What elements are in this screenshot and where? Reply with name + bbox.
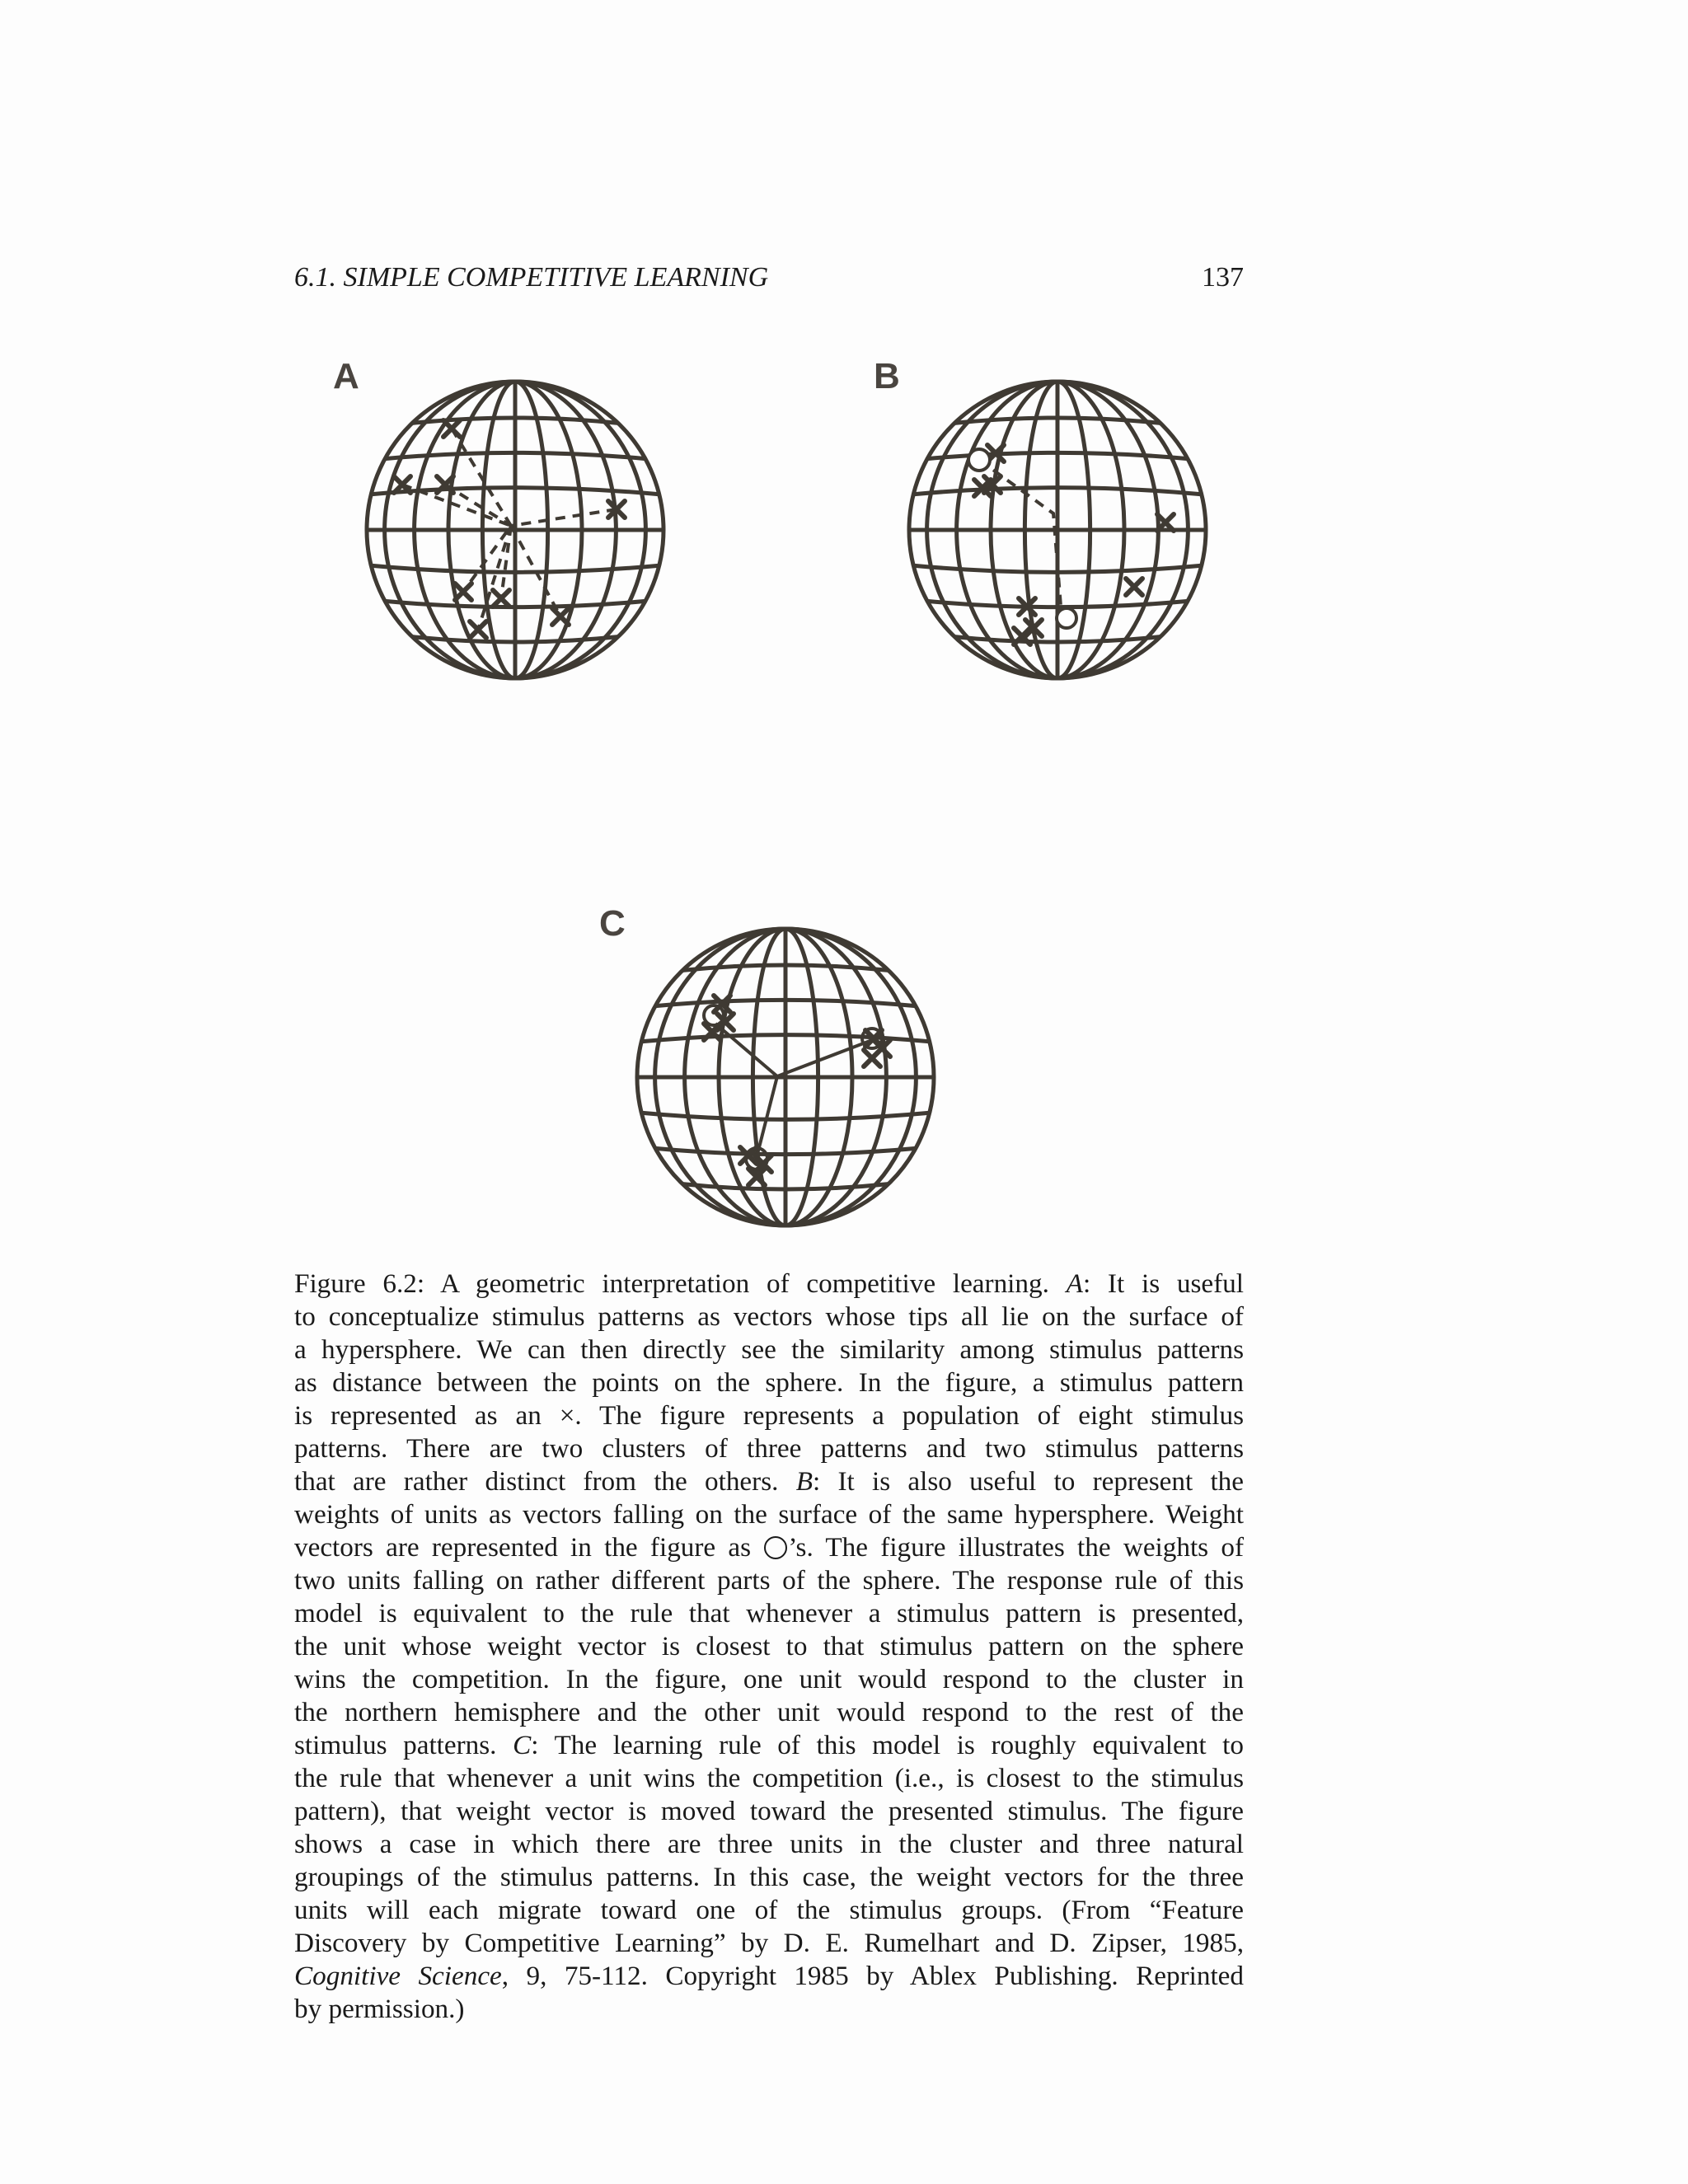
caption-line: Figure 6.2: A geometric interpretation of competitive learning. A: It is useful	[294, 1268, 1244, 1299]
caption-line: the unit whose weight vector is closest to that stimulus pattern on the sphere	[294, 1631, 1244, 1661]
weight-paths	[715, 1024, 872, 1164]
caption-line: patterns. There are two clusters of three patterns and two stimulus patterns	[294, 1433, 1244, 1464]
caption-line: a hypersphere. We can then directly see the similarity among stimulus patterns	[294, 1334, 1244, 1365]
globe-a	[354, 369, 676, 691]
caption-line: groupings of the stimulus patterns. In this case, the weight vectors for the three	[294, 1862, 1244, 1892]
panel-label-b: B	[874, 356, 900, 396]
panel-label-a: A	[333, 356, 359, 396]
globe-grid	[637, 929, 934, 1226]
caption-line: vectors are represented in the figure as ’s. The figure illustrates the weights of	[294, 1532, 1244, 1563]
section-title: 6.1. SIMPLE COMPETITIVE LEARNING	[294, 262, 769, 293]
caption-line: the northern hemisphere and the other unit would respond to the rest of the	[294, 1697, 1244, 1727]
globe-b	[897, 369, 1218, 691]
caption-line: by permission.)	[294, 1994, 465, 2024]
caption-line: model is equivalent to the rule that whenever a stimulus pattern is presented,	[294, 1598, 1244, 1629]
caption-line: as distance between the points on the sphere. In the figure, a stimulus pattern	[294, 1367, 1244, 1398]
stimulus-crosses	[704, 996, 890, 1185]
caption-line: two units falling on rather different parts of the sphere. The response rule of this	[294, 1565, 1244, 1596]
circle-symbol-icon	[764, 1536, 787, 1559]
caption-line: that are rather distinct from the others. B: It is also useful to represent the	[294, 1466, 1244, 1497]
caption-line: pattern), that weight vector is moved toward the presented stimulus. The figure	[294, 1796, 1244, 1826]
caption-line: weights of units as vectors falling on the surface of the same hypersphere. Weight	[294, 1499, 1244, 1530]
caption-line: shows a case in which there are three units in the cluster and three natural	[294, 1829, 1244, 1859]
caption-line: stimulus patterns. C: The learning rule of this model is roughly equivalent to	[294, 1730, 1245, 1760]
caption-line: Discovery by Competitive Learning” by D. E. Rumelhart and D. Zipser, 1985,	[294, 1928, 1244, 1958]
caption-line: Cognitive Science, 9, 75-112. Copyright 1985 by Ablex Publishing. Reprinted	[294, 1961, 1244, 1991]
caption-line: wins the competition. In the figure, one unit would respond to the cluster in	[294, 1664, 1244, 1694]
figure-caption	[294, 1268, 1244, 2026]
caption-line: units will each migrate toward one of the stimulus groups. (From “Feature	[294, 1895, 1244, 1925]
page-number: 137	[1202, 262, 1244, 293]
caption-line: is represented as an ×. The figure represents a population of eight stimulus	[294, 1400, 1244, 1431]
running-header	[294, 262, 1244, 303]
caption-line: to conceptualize stimulus patterns as vectors whose tips all lie on the surface of	[294, 1301, 1244, 1332]
globe-c	[625, 916, 946, 1238]
caption-line: the rule that whenever a unit wins the competition (i.e., is closest to the stimulus	[294, 1763, 1244, 1793]
panel-label-c: C	[599, 903, 626, 944]
